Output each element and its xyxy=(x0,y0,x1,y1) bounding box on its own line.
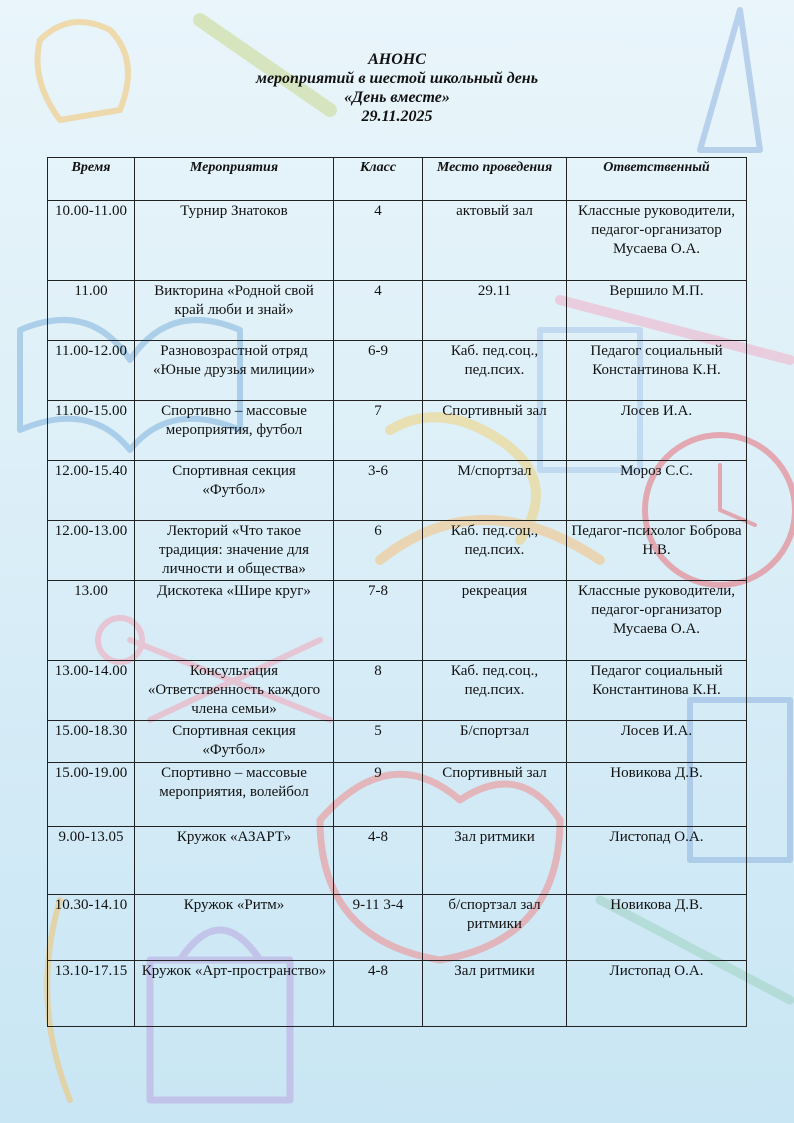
cell-event: Спортивно – массовые мероприятия, волейбол xyxy=(135,763,334,827)
table-row xyxy=(48,661,747,721)
table-row xyxy=(48,581,747,661)
cell-grade: 3-6 xyxy=(334,461,423,521)
table-row xyxy=(48,461,747,521)
table-row xyxy=(48,341,747,401)
cell-event: Спортивно – массовые мероприятия, футбол xyxy=(135,401,334,461)
cell-time: 15.00-19.00 xyxy=(48,763,135,827)
table-row xyxy=(48,961,747,1027)
cell-responsible: Классные руководители, педагог-организатор Мусаева О.А. xyxy=(567,201,747,281)
event-name: «День вместе» xyxy=(344,89,450,106)
cell-grade: 8 xyxy=(334,661,423,721)
cell-responsible: Мороз С.С. xyxy=(567,461,747,521)
cell-grade: 6 xyxy=(334,521,423,581)
cell-responsible: Новикова Д.В. xyxy=(567,895,747,961)
column-header-responsible: Ответственный xyxy=(567,158,747,201)
cell-event: Кружок «АЗАРТ» xyxy=(135,827,334,895)
cell-place: рекреация xyxy=(423,581,567,661)
table-row xyxy=(48,827,747,895)
page-title: АНОНС xyxy=(368,51,426,68)
cell-event: Викторина «Родной свой край люби и знай» xyxy=(135,281,334,341)
cell-grade: 4 xyxy=(334,281,423,341)
table-row xyxy=(48,401,747,461)
cell-responsible: Педагог-психолог Боброва Н.В. xyxy=(567,521,747,581)
cell-time: 15.00-18.30 xyxy=(48,721,135,763)
table-row xyxy=(48,763,747,827)
cell-grade: 7 xyxy=(334,401,423,461)
cell-responsible: Педагог социальный Константинова К.Н. xyxy=(567,661,747,721)
cell-place: Зал ритмики xyxy=(423,827,567,895)
cell-grade: 4-8 xyxy=(334,961,423,1027)
cell-event: Спортивная секция «Футбол» xyxy=(135,721,334,763)
cell-place: Зал ритмики xyxy=(423,961,567,1027)
cell-place: Каб. пед.соц., пед.псих. xyxy=(423,521,567,581)
table-row xyxy=(48,281,747,341)
table-row xyxy=(48,895,747,961)
cell-place: 29.11 xyxy=(423,281,567,341)
cell-place: М/спортзал xyxy=(423,461,567,521)
cell-event: Лекторий «Что такое традиция: значение для личности и общества» xyxy=(135,521,334,581)
cell-responsible: Листопад О.А. xyxy=(567,827,747,895)
cell-event: Кружок «Ритм» xyxy=(135,895,334,961)
column-header-grade: Класс xyxy=(334,158,423,201)
schedule-table xyxy=(47,157,747,1027)
table-row xyxy=(48,201,747,281)
cell-grade: 4-8 xyxy=(334,827,423,895)
cell-event: Турнир Знатоков xyxy=(135,201,334,281)
cell-responsible: Педагог социальный Константинова К.Н. xyxy=(567,341,747,401)
cell-responsible: Классные руководители, педагог-организатор Мусаева О.А. xyxy=(567,581,747,661)
cell-event: Дискотека «Шире круг» xyxy=(135,581,334,661)
cell-place: б/спортзал зал ритмики xyxy=(423,895,567,961)
table-header-row xyxy=(48,158,747,201)
cell-grade: 9-11 3-4 xyxy=(334,895,423,961)
cell-time: 12.00-15.40 xyxy=(48,461,135,521)
announcement-header xyxy=(0,50,794,126)
event-date: 29.11.2025 xyxy=(361,108,433,125)
cell-place: Б/спортзал xyxy=(423,721,567,763)
table-row xyxy=(48,721,747,763)
column-header-event: Мероприятия xyxy=(135,158,334,201)
cell-time: 13.00 xyxy=(48,581,135,661)
cell-grade: 7-8 xyxy=(334,581,423,661)
cell-responsible: Вершило М.П. xyxy=(567,281,747,341)
cell-place: актовый зал xyxy=(423,201,567,281)
cell-grade: 5 xyxy=(334,721,423,763)
cell-time: 9.00-13.05 xyxy=(48,827,135,895)
cell-place: Спортивный зал xyxy=(423,763,567,827)
cell-event: Разновозрастной отряд «Юные друзья милиции» xyxy=(135,341,334,401)
cell-event: Консультация «Ответственность каждого члена семьи» xyxy=(135,661,334,721)
cell-time: 13.10-17.15 xyxy=(48,961,135,1027)
cell-grade: 4 xyxy=(334,201,423,281)
cell-responsible: Новикова Д.В. xyxy=(567,763,747,827)
cell-time: 11.00 xyxy=(48,281,135,341)
cell-time: 11.00-12.00 xyxy=(48,341,135,401)
cell-responsible: Лосев И.А. xyxy=(567,401,747,461)
cell-grade: 6-9 xyxy=(334,341,423,401)
cell-time: 13.00-14.00 xyxy=(48,661,135,721)
cell-event: Спортивная секция «Футбол» xyxy=(135,461,334,521)
cell-event: Кружок «Арт-пространство» xyxy=(135,961,334,1027)
table-row xyxy=(48,521,747,581)
cell-responsible: Лосев И.А. xyxy=(567,721,747,763)
column-header-time: Время xyxy=(48,158,135,201)
cell-time: 10.30-14.10 xyxy=(48,895,135,961)
cell-place: Каб. пед.соц., пед.псих. xyxy=(423,341,567,401)
cell-time: 12.00-13.00 xyxy=(48,521,135,581)
cell-place: Спортивный зал xyxy=(423,401,567,461)
cell-responsible: Листопад О.А. xyxy=(567,961,747,1027)
column-header-place: Место проведения xyxy=(423,158,567,201)
cell-time: 11.00-15.00 xyxy=(48,401,135,461)
cell-place: Каб. пед.соц., пед.псих. xyxy=(423,661,567,721)
cell-time: 10.00-11.00 xyxy=(48,201,135,281)
page-subtitle: мероприятий в шестой школьный день xyxy=(255,70,538,87)
cell-grade: 9 xyxy=(334,763,423,827)
